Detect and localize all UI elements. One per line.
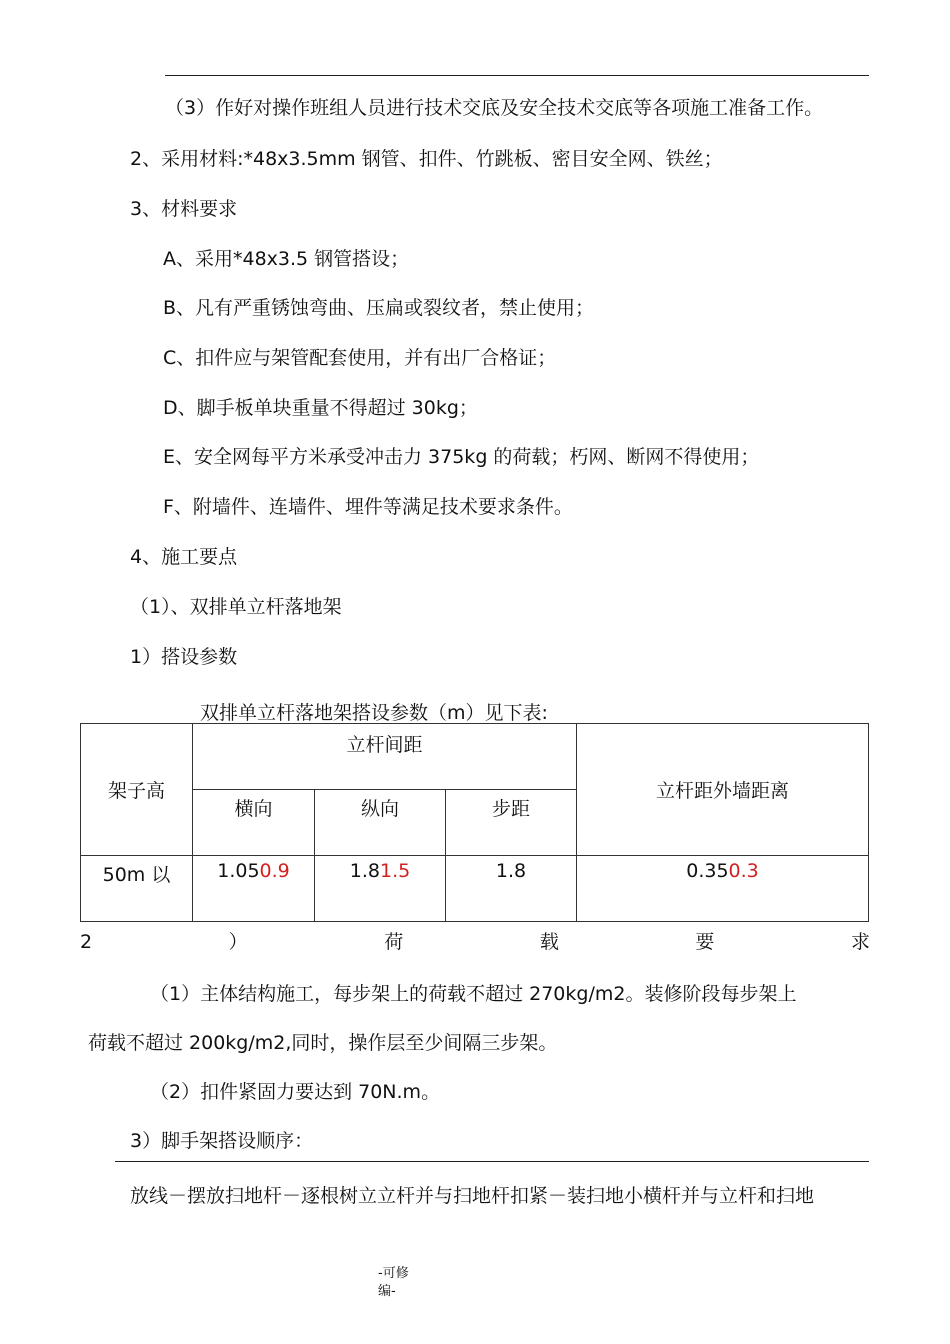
spaced-char: 荷 (384, 931, 404, 953)
header-lateral: 横向 (193, 790, 315, 856)
spaced-char: 2 (80, 931, 93, 953)
cell-height: 50m 以 (81, 856, 193, 922)
cell-longitudinal-alt-value: 1.5 (380, 860, 411, 882)
text-line: F、附墙件、连墙件、埋件等满足技术要求条件。 (163, 496, 573, 518)
text-line: 2、采用材料:*48x3.5mm 钢管、扣件、竹跳板、密目安全网、铁丝； (130, 148, 723, 170)
table-caption: 双排单立杆落地架搭设参数（m）见下表: (200, 702, 548, 724)
footer-line: 编- (378, 1284, 396, 1299)
spaced-heading (80, 930, 870, 954)
text-line: 荷载不超过 200kg/m2,同时，操作层至少间隔三步架。 (88, 1032, 558, 1054)
text-line: 放线－摆放扫地杆－逐根树立立杆并与扫地杆扣紧－装扫地小横杆并与立杆和扫地 (130, 1185, 815, 1207)
header-wall-distance: 立杆距外墙距离 (577, 724, 869, 856)
header-frame-height: 架子高 (81, 724, 193, 856)
spaced-char: 载 (539, 931, 559, 953)
text-line: C、扣件应与架管配套使用，并有出厂合格证； (163, 347, 557, 369)
cell-longitudinal (315, 856, 446, 922)
header-longitudinal: 纵向 (315, 790, 446, 856)
cell-lateral-alt-value: 0.9 (259, 860, 290, 882)
text-line: E、安全网每平方米承受冲击力 375kg 的荷载；朽网、断网不得使用； (163, 446, 760, 468)
text-line: A、采用*48x3.5 钢管搭设； (163, 248, 410, 270)
footer-line: -可修 (378, 1266, 409, 1281)
cell-distance-alt-value: 0.3 (728, 860, 759, 882)
subsection-heading: 1）搭设参数 (130, 646, 238, 668)
spaced-char: ） (228, 931, 248, 953)
header-pole-spacing: 立杆间距 (193, 724, 577, 790)
cell-step: 1.8 (446, 856, 577, 922)
cell-longitudinal-value: 1.8 (349, 860, 380, 882)
text-line: （1）主体结构施工，每步架上的荷载不超过 270kg/m2。装修阶段每步架上 (150, 983, 797, 1005)
parameters-table (80, 723, 869, 922)
page-footer (378, 1265, 409, 1301)
cell-lateral-value: 1.05 (217, 860, 260, 882)
header-step: 步距 (446, 790, 577, 856)
text-line: B、凡有严重锈蚀弯曲、压扁或裂纹者，禁止使用； (163, 297, 595, 319)
subsection-heading: （1）、双排单立杆落地架 (130, 596, 342, 618)
top-rule (165, 75, 869, 76)
spaced-char: 求 (850, 931, 870, 953)
text-line: 3、材料要求 (130, 198, 238, 220)
section-heading: 4、施工要点 (130, 546, 238, 568)
text-line: D、脚手板单块重量不得超过 30kg； (163, 397, 478, 419)
cell-distance (577, 856, 869, 922)
mid-rule (115, 1161, 869, 1162)
text-line: （2）扣件紧固力要达到 70N.m。 (150, 1081, 441, 1103)
cell-distance-value: 0.35 (686, 860, 729, 882)
subsection-heading: 3）脚手架搭设顺序： (130, 1130, 314, 1152)
text-line: （3）作好对操作班组人员进行技术交底及安全技术交底等各项施工准备工作。 (165, 97, 824, 119)
cell-lateral (193, 856, 315, 922)
spaced-char: 要 (695, 931, 715, 953)
